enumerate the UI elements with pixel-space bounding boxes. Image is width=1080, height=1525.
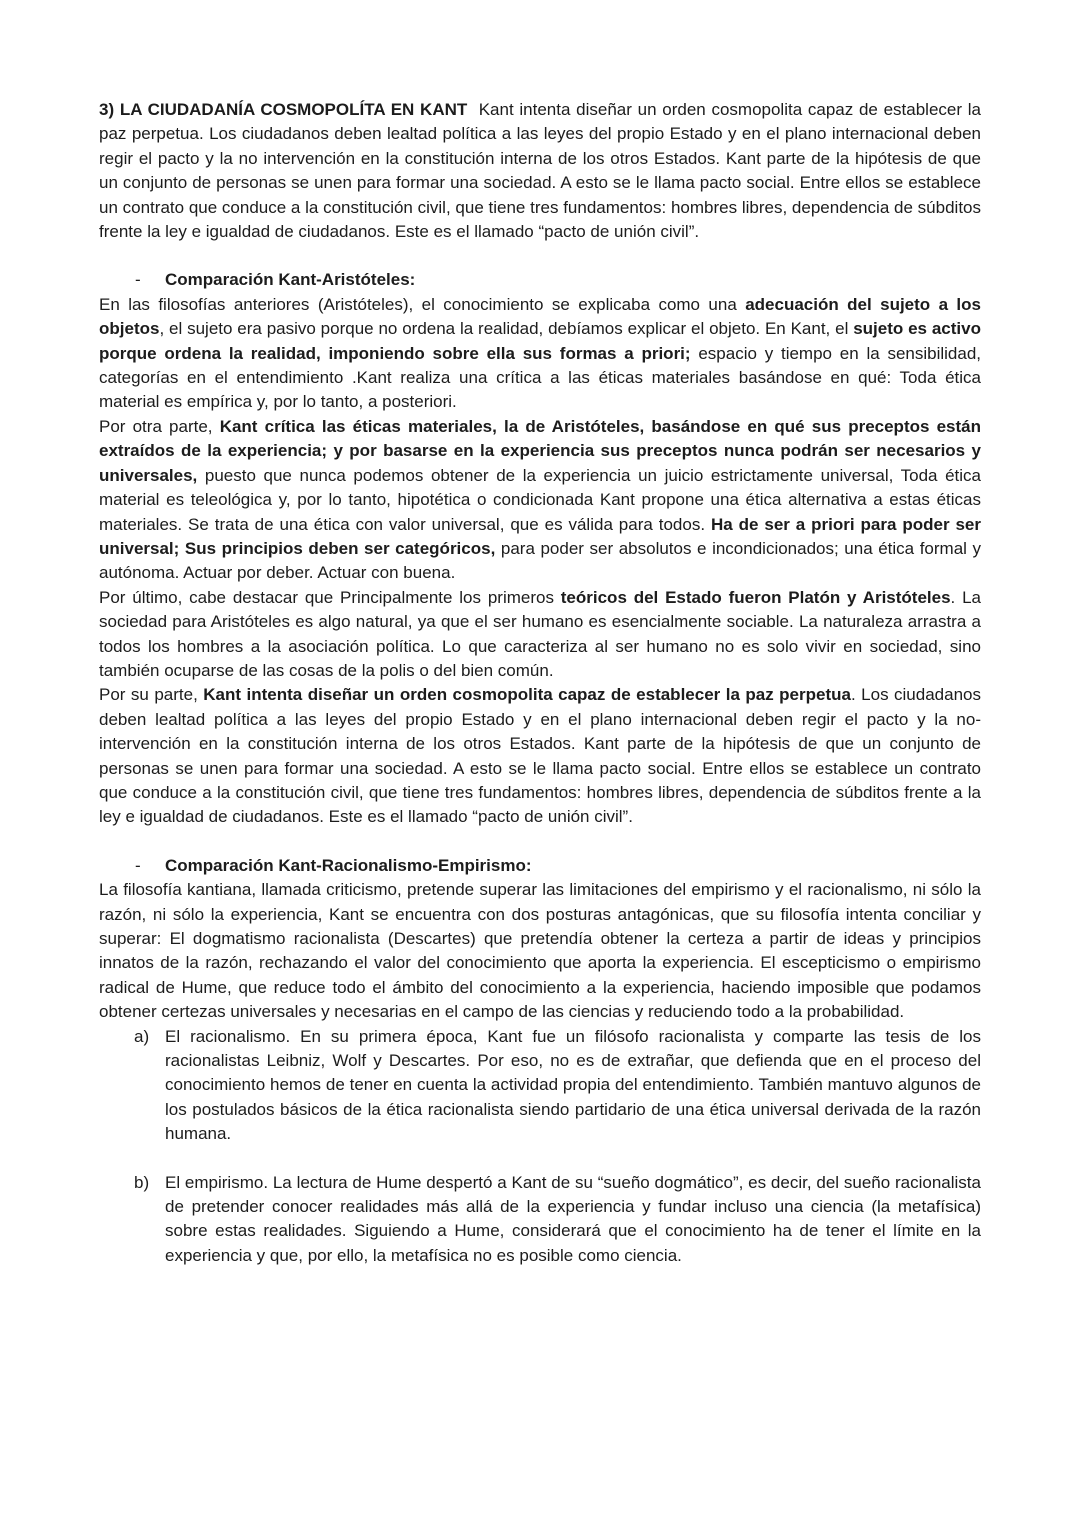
text-run: , el sujeto era pasivo porque no ordena la realidad, debíamos explicar el objeto. En Kant, el: [159, 319, 854, 339]
text-run: puesto que nunca podemos obtener de la experiencia un juicio estrictamente universal, Toda ética material es teleológica y, por lo tanto, hipotética o condicionada Kant propone una ética alternativa a estas éticas materiales. Se trata de una ética con valor universal, que es válida para todos.: [99, 465, 981, 534]
text-run: Por su parte,: [99, 685, 204, 705]
intro-text: Kant intenta diseñar un orden cosmopolita capaz de establecer la paz perpetua. Los ciudadanos deben lealtad política a las leyes del propio Estado y en el plano internacional deben regir el pacto y la no intervención en la constitución interna de los otros Estados. Kant parte de la hipótesis de que un conjunto de personas se unen para formar una sociedad. A esto se le llama pacto social. Entre ellos se establece un contrato que conduce a la constitución civil, que tiene tres fundamentos: hombres libres, dependencia de súbditos frente la ley e igualdad de ciudadanos. Este es el llamado “pacto de unión civil”.: [99, 100, 981, 242]
bold-run: teóricos del Estado fueron Platón y Aristóteles: [560, 587, 951, 607]
paragraph-criticismo: La filosofía kantiana, llamada criticismo, pretende superar las limitaciones del empirismo y el racionalismo, ni sólo la razón, ni sólo la experiencia, Kant se encuentra con dos posturas antagónicas, que su filosofía intenta conciliar y superar: El dogmatismo racionalista (Descartes) que pretendía obtener la certeza a partir de ideas y principios innatos de la razón, rechazando el valor del conocimiento que aporta la experiencia. El escepticismo o empirismo radical de Hume, que reduce todo el ámbito del conocimiento a la experiencia, haciendo imposible que podamos obtener certezas universales y necesarias en el campo de las ciencias y reduciendo todo a la probabilidad.: [99, 880, 981, 1022]
heading-text: Comparación Kant-Racionalismo-Empirismo:: [165, 855, 532, 875]
text-run: Por último, cabe destacar que Principalmente los primeros: [99, 587, 561, 607]
bullet-dash: -: [135, 855, 141, 875]
bold-run: Kant crítica las éticas materiales, la de Aristóteles, basándose en qué sus preceptos están extraídos de la experiencia; y por basarse en la experiencia sus preceptos nunca podrán ser necesarios y universales,: [99, 416, 982, 485]
text-run: En las filosofías anteriores (Aristóteles), el conocimiento se explicaba como una: [99, 294, 746, 314]
text-run: Por otra parte,: [99, 416, 220, 436]
list-item-text: El empirismo. La lectura de Hume despertó a Kant de su “sueño dogmático”, es decir, del sueño racionalista de pretender conocer realidades más allá de la experiencia y fundar incluso una ciencia (la metafísica) sobre estas realidades. Siguiendo a Hume, considerará que el conocimiento ha de tener el límite en la experiencia y que, por ello, la metafísica no es posible como ciencia.: [165, 1172, 981, 1265]
list-item-text: El racionalismo. En su primera época, Kant fue un filósofo racionalista y comparte las tesis de los racionalistas Leibniz, Wolf y Descartes. Por eso, no es de extrañar, que defienda que en el proceso del conocimiento hemos de tener en cuenta la actividad propia del entendimiento. También mantuvo algunos de los postulados básicos de la ética racionalista siendo partidario de una ética universal derivada de la razón humana.: [165, 1026, 981, 1144]
bold-run: Ha de ser a priori para poder ser universal; Sus principios deben ser categóricos,: [99, 514, 981, 558]
bold-run: adecuación del sujeto a los objetos: [99, 294, 981, 339]
text-run: . Los ciudadanos deben lealtad política a las leyes del propio Estado y en el plano internacional deben regir el pacto y la no- intervención en la constitución interna de los otros Estados. Kant parte de la hipótesis de que un conjunto de personas se unen para formar una sociedad. A esto se le llama pacto social. Entre ellos se establece un contrato que conduce a la constitución civil, que tiene tres fundamentos: hombres libres, dependencia de súbditos frente a la ley e igualdad de ciudadanos. Este es el llamado “pacto de unión civil”.: [99, 685, 981, 827]
intro-paragraph: [99, 98, 981, 244]
text-run: espacio y tiempo en la sensibilidad, categorías en el entendimiento .Kant realiza una crítica a las éticas materiales basándose en qué: Toda ética material es empírica y, por lo tanto, a posteriori.: [99, 343, 981, 412]
section-heading-racionalismo-empirismo: [99, 854, 981, 878]
bullet-dash: -: [135, 270, 141, 290]
paragraph-conocimiento: [99, 293, 981, 415]
section-title: 3) LA CIUDADANÍA COSMOPOLÍTA EN KANT: [99, 100, 468, 119]
paragraph-cosmopolita: [99, 683, 981, 829]
paragraph-etica: [99, 415, 981, 586]
text-run: . La sociedad para Aristóteles es algo natural, ya que el ser humano es esencialmente sociable. La naturaleza arrastra a todos los hombres a la asociación política. Lo que caracteriza al ser humano no es solo vivir en sociedad, sino también ocuparse de las cosas de la polis o del bien común.: [99, 587, 981, 680]
bold-run: sujeto es activo porque ordena la realidad, imponiendo sobre ella sus formas a priori;: [99, 319, 981, 363]
section-heading-kant-aristoteles: [99, 268, 981, 292]
bold-run: Kant intenta diseñar un orden cosmopolita capaz de establecer la paz perpetua: [203, 685, 851, 705]
list-item-racionalismo: [99, 1025, 981, 1147]
text-run: para poder ser absolutos e incondicionados; una ética formal y autónoma. Actuar por deber. Actuar con buena.: [99, 538, 981, 583]
heading-text: Comparación Kant-Aristóteles:: [165, 270, 416, 290]
paragraph-estado: [99, 586, 981, 684]
list-item-empirismo: [99, 1171, 981, 1269]
list-marker: b): [134, 1172, 150, 1192]
list-marker: a): [134, 1026, 150, 1046]
